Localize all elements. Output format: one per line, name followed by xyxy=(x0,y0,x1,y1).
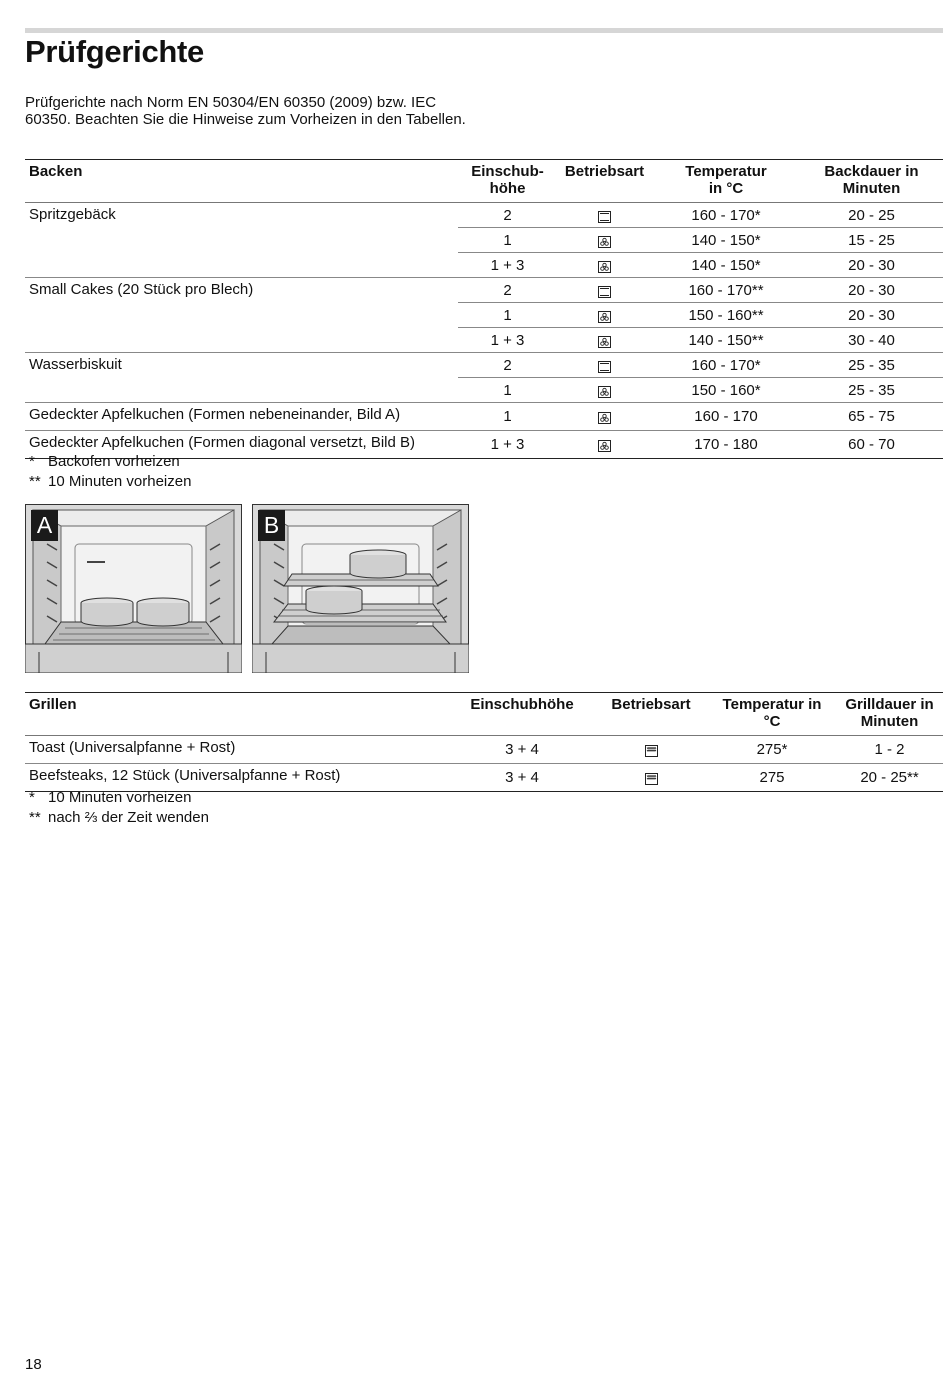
mode-cell xyxy=(557,228,652,253)
footnote xyxy=(29,472,191,492)
mode-cell xyxy=(557,378,652,403)
page-number: 18 xyxy=(25,1356,42,1373)
3d-hot-air-icon xyxy=(598,310,611,322)
level-cell: 1 xyxy=(458,228,557,253)
page-title: Prüfgerichte xyxy=(25,34,204,69)
3d-hot-air-icon xyxy=(598,385,611,397)
level-cell: 3 + 4 xyxy=(450,736,594,764)
col-header-temp: Temperatur in °C xyxy=(708,693,836,736)
time-cell: 20 - 25 xyxy=(800,203,943,228)
figure-label-b: B xyxy=(258,510,285,541)
temp-cell: 160 - 170* xyxy=(652,353,800,378)
mode-cell xyxy=(557,403,652,431)
time-cell: 65 - 75 xyxy=(800,403,943,431)
temp-cell: 160 - 170* xyxy=(652,203,800,228)
footnote-text: nach ⅔ der Zeit wenden xyxy=(48,809,209,826)
table-row xyxy=(25,353,943,378)
3d-hot-air-icon xyxy=(598,260,611,272)
full-grill-icon xyxy=(645,772,658,784)
dish-cell: Small Cakes (20 Stück pro Blech) xyxy=(25,278,458,353)
footnote xyxy=(29,452,180,472)
mode-cell xyxy=(557,328,652,353)
table-row xyxy=(25,736,943,764)
time-cell: 25 - 35 xyxy=(800,378,943,403)
footnote-mark: * xyxy=(29,453,35,470)
col-header-time: Grilldauer in Minuten xyxy=(836,693,943,736)
mode-cell xyxy=(557,278,652,303)
col-header-dish: Grillen xyxy=(25,693,450,736)
mode-cell xyxy=(557,253,652,278)
time-cell: 30 - 40 xyxy=(800,328,943,353)
col-header-level: Einschub- höhe xyxy=(458,160,557,203)
temp-cell: 160 - 170 xyxy=(652,403,800,431)
level-cell: 1 xyxy=(458,303,557,328)
grillen-table xyxy=(25,692,943,792)
temp-cell: 150 - 160** xyxy=(652,303,800,328)
level-cell: 1 xyxy=(458,378,557,403)
3d-hot-air-icon xyxy=(598,411,611,423)
topbottom-heat-icon xyxy=(598,285,611,297)
dish-cell: Gedeckter Apfelkuchen (Formen diagonal versetzt, Bild B) xyxy=(25,431,458,459)
temp-cell: 140 - 150** xyxy=(652,328,800,353)
full-grill-icon xyxy=(645,744,658,756)
level-cell: 2 xyxy=(458,353,557,378)
temp-cell: 275* xyxy=(708,736,836,764)
col-header-mode: Betriebsart xyxy=(557,160,652,203)
footnote-text: 10 Minuten vorheizen xyxy=(48,473,192,490)
table-header-row xyxy=(25,160,943,203)
table-row xyxy=(25,278,943,303)
temp-cell: 160 - 170** xyxy=(652,278,800,303)
topbottom-heat-icon xyxy=(598,360,611,372)
level-cell: 1 + 3 xyxy=(458,328,557,353)
mode-cell xyxy=(557,203,652,228)
oven-figure-b xyxy=(252,504,469,673)
level-cell: 1 xyxy=(458,403,557,431)
col-header-dish: Backen xyxy=(25,160,458,203)
temp-cell: 150 - 160* xyxy=(652,378,800,403)
dish-cell: Wasserbiskuit xyxy=(25,353,458,403)
time-cell: 20 - 30 xyxy=(800,253,943,278)
dish-cell: Gedeckter Apfelkuchen (Formen nebeneinander, Bild A) xyxy=(25,403,458,431)
level-cell: 2 xyxy=(458,203,557,228)
backen-table xyxy=(25,159,943,459)
table-row xyxy=(25,203,943,228)
3d-hot-air-icon xyxy=(598,439,611,451)
temp-cell: 275 xyxy=(708,764,836,792)
time-cell: 25 - 35 xyxy=(800,353,943,378)
footnote xyxy=(29,788,191,808)
time-cell: 60 - 70 xyxy=(800,431,943,459)
dish-cell: Toast (Universalpfanne + Rost) xyxy=(25,736,450,764)
temp-cell: 140 - 150* xyxy=(652,228,800,253)
footnote xyxy=(29,808,209,828)
level-cell: 2 xyxy=(458,278,557,303)
time-cell: 1 - 2 xyxy=(836,736,943,764)
mode-cell xyxy=(557,431,652,459)
intro-text: Prüfgerichte nach Norm EN 50304/EN 60350 (2009) bzw. IEC 60350. Beachten Sie die Hinweise zum Vorheizen in den Tabellen. xyxy=(25,94,466,128)
footnote-mark: ** xyxy=(29,473,41,490)
col-header-time: Backdauer in Minuten xyxy=(800,160,943,203)
temp-cell: 170 - 180 xyxy=(652,431,800,459)
time-cell: 15 - 25 xyxy=(800,228,943,253)
mode-cell xyxy=(594,736,708,764)
time-cell: 20 - 30 xyxy=(800,303,943,328)
level-cell: 3 + 4 xyxy=(450,764,594,792)
3d-hot-air-icon xyxy=(598,235,611,247)
top-rule xyxy=(25,28,943,33)
time-cell: 20 - 30 xyxy=(800,278,943,303)
level-cell: 1 + 3 xyxy=(458,253,557,278)
figure-label-a: A xyxy=(31,510,58,541)
oven-figure-a xyxy=(25,504,242,673)
table-row xyxy=(25,403,943,431)
dish-cell: Beefsteaks, 12 Stück (Universalpfanne + Rost) xyxy=(25,764,450,792)
topbottom-heat-icon xyxy=(598,210,611,222)
col-header-temp: Temperatur in °C xyxy=(652,160,800,203)
footnote-text: 10 Minuten vorheizen xyxy=(48,789,192,806)
3d-hot-air-icon xyxy=(598,335,611,347)
mode-cell xyxy=(557,303,652,328)
dish-cell: Spritzgebäck xyxy=(25,203,458,278)
temp-cell: 140 - 150* xyxy=(652,253,800,278)
col-header-mode: Betriebsart xyxy=(594,693,708,736)
mode-cell xyxy=(594,764,708,792)
table-header-row xyxy=(25,693,943,736)
footnote-mark: * xyxy=(29,789,35,806)
footnote-mark: ** xyxy=(29,809,41,826)
col-header-level: Einschubhöhe xyxy=(450,693,594,736)
footnote-text: Backofen vorheizen xyxy=(48,453,180,470)
mode-cell xyxy=(557,353,652,378)
level-cell: 1 + 3 xyxy=(458,431,557,459)
time-cell: 20 - 25** xyxy=(836,764,943,792)
